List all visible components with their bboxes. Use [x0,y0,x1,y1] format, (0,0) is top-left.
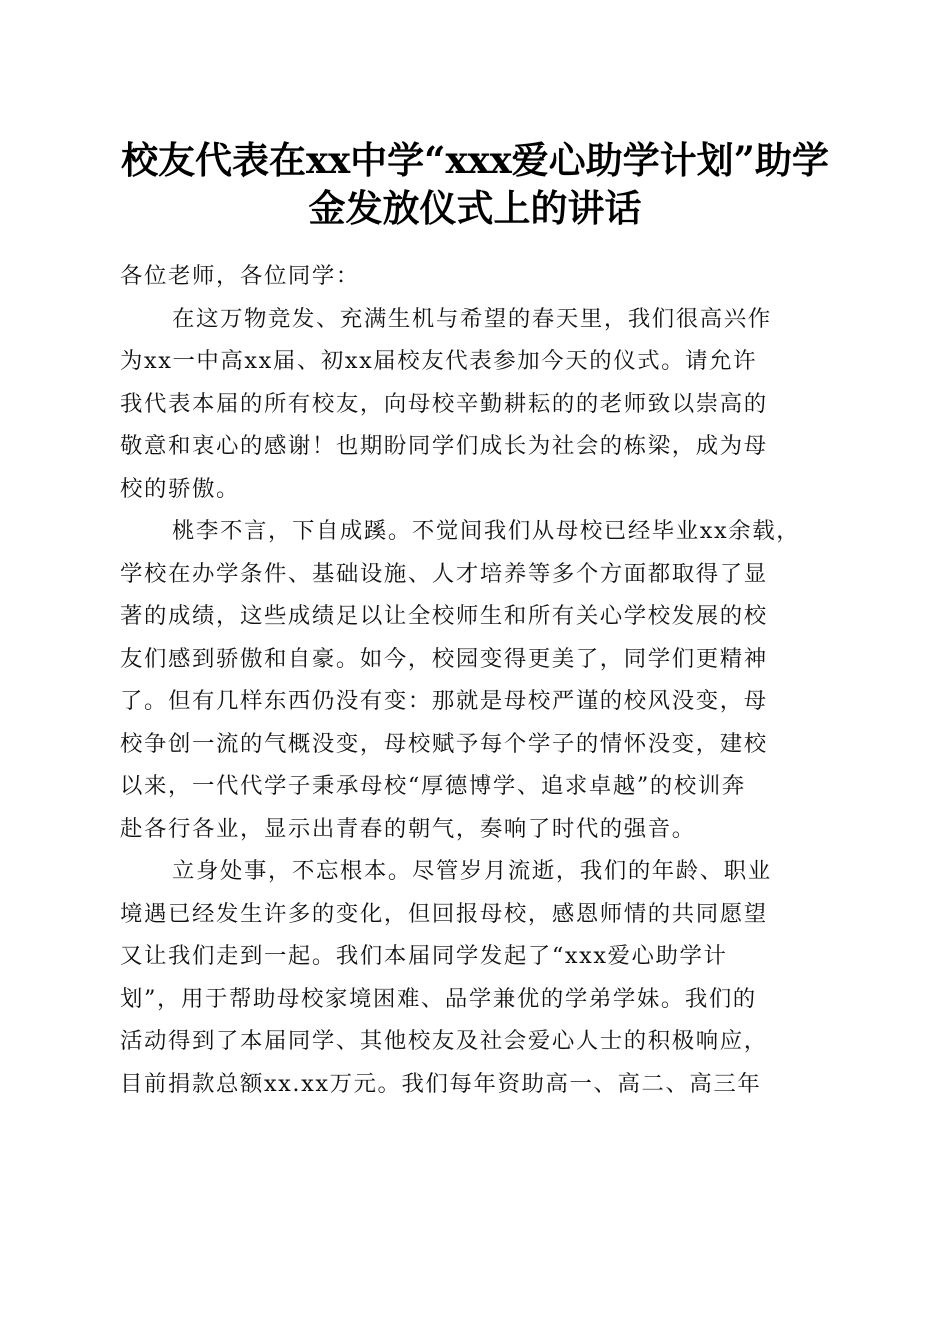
text-line: 桃李不言，下自成蹊。不觉间我们从母校已经毕业xx余载， [172,518,801,544]
text-line: 友们感到骄傲和自豪。如今，校园变得更美了，同学们更精神 [120,645,768,672]
document-body [120,255,840,1105]
text-line: 校争创一流的气概没变，母校赋予每个学子的情怀没变，建校 [120,730,768,757]
text-line: 目前捐款总额xx.xx万元。我们每年资助高一、高二、高三年 [120,1070,762,1097]
text-line: 为xx一中高xx届、初xx届校友代表参加今天的仪式。请允许 [120,348,758,374]
text-line: 立身处事，不忘根本。尽管岁月流逝，我们的年龄、职业 [172,858,772,884]
text-line: 境遇已经发生许多的变化，但回报母校，感恩师情的共同愿望 [120,900,768,927]
text-line: 敬意和衷心的感谢！也期盼同学们成长为社会的栋梁，成为母 [120,433,768,459]
paragraph-1 [120,298,840,511]
text-line: 著的成绩，这些成绩足以让全校师生和所有关心学校发展的校 [120,603,768,629]
text-line: 在这万物竞发、充满生机与希望的春天里，我们很高兴作 [172,305,772,332]
text-line: 赴各行各业，显示出青春的朝气，奏响了时代的强音。 [120,815,696,842]
salutation: 各位老师，各位同学： [120,263,360,289]
text-line: 我代表本届的所有校友，向母校辛勤耕耘的的老师致以崇高的 [120,390,768,417]
text-line: 以来，一代代学子秉承母校“厚德博学、追求卓越”的校训奔 [120,773,746,799]
title-line-2: 金发放仪式上的讲话 [308,186,642,230]
title-line-1: 校友代表在xx中学“xxx爱心助学计划”助学 [121,138,829,182]
text-line: 划”，用于帮助母校家境困难、品学兼优的学弟学妹。我们的 [120,985,757,1012]
text-line: 活动得到了本届同学、其他校友及社会爱心人士的积极响应， [120,1028,768,1054]
paragraph-2 [120,510,840,850]
text-line: 了。但有几样东西仍没有变：那就是母校严谨的校风没变，母 [120,688,768,714]
text-line: 学校在办学条件、基础设施、人才培养等多个方面都取得了显 [120,560,768,587]
text-line: 又让我们走到一起。我们本届同学发起了“xxx爱心助学计 [120,943,728,969]
text-line: 校的骄傲。 [120,475,240,502]
document-title [110,136,840,232]
paragraph-3 [120,850,840,1105]
